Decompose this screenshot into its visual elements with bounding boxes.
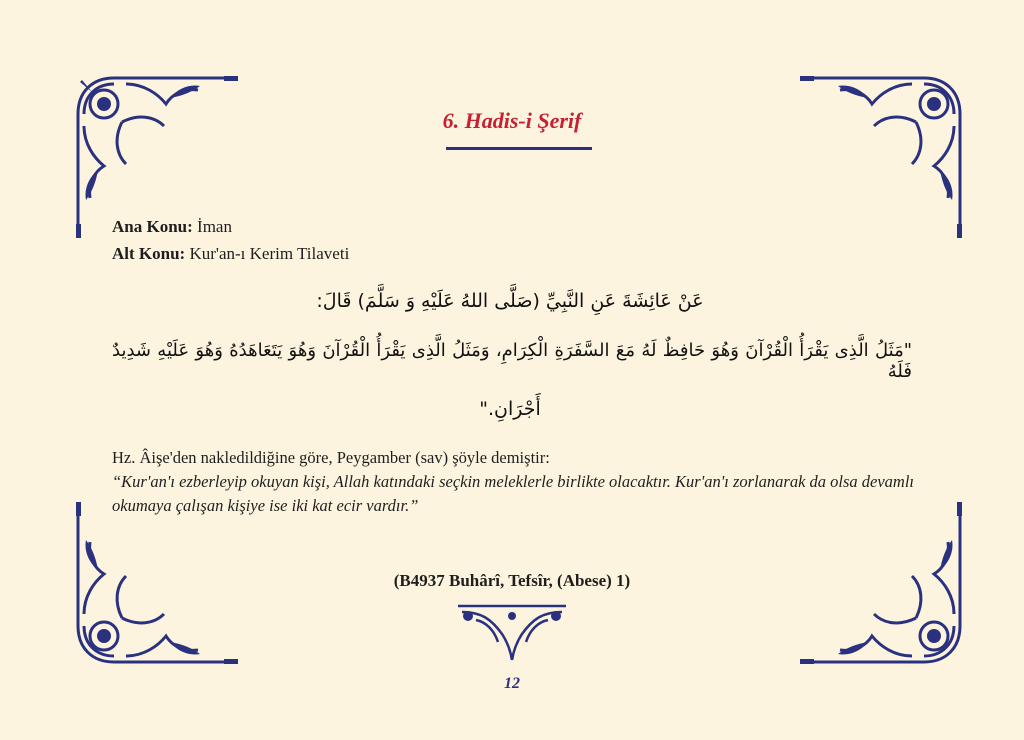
- ornament-icon: [452, 600, 572, 666]
- alt-konu: [112, 244, 349, 264]
- arabic-matn-line1: "مَثَلُ الَّذِى يَقْرَأُ الْقُرْآنَ وَهُوَ حَافِظٌ لَهُ مَعَ السَّفَرَةِ الْكِرَامِ، وَمَثَلُ الَّذِى يَقْرَأُ الْقُرْآنَ وَهُوَ يَتَعَاهَدُهُ وَهُوَ عَلَيْهِ شَدِيدٌ فَلَهُ: [112, 340, 912, 382]
- ana-konu-label: Ana Konu:: [112, 217, 193, 236]
- bottom-ornament: [452, 600, 572, 666]
- ana-konu: [112, 217, 232, 237]
- ornament-icon: [794, 74, 964, 244]
- corner-ornament-top-right: [794, 74, 964, 244]
- arabic-matn-line2: أَجْرَانِ.": [479, 398, 541, 420]
- hadith-source: (B4937 Buhârî, Tefsîr, (Abese) 1): [393, 571, 631, 590]
- ana-konu-value: İman: [192, 217, 232, 236]
- title-underline: [446, 147, 592, 150]
- page-number: 12: [504, 675, 520, 692]
- page-title: 6. Hadis-i Şerif: [442, 108, 582, 133]
- alt-konu-value: Kur'an-ı Kerim Tilaveti: [185, 244, 350, 263]
- arabic-isnad: عَنْ عَائِشَةَ عَنِ النَّبِيِّ (صَلَّى اللهُ عَلَيْهِ وَ سَلَّمَ) قَالَ:: [316, 290, 704, 312]
- alt-konu-label: Alt Konu:: [112, 244, 186, 263]
- translation-intro: Hz. Âişe'den nakledildiğine göre, Peygamber (sav) şöyle demiştir:: [112, 448, 550, 467]
- translation-quote: “Kur'an'ı ezberleyip okuyan kişi, Allah katındaki seçkin meleklerle birlikte olacaktır. Kur'an'ı zorlanarak da olsa devamlı okumaya çalışan kişiye ise iki kat ecir vardır.”: [112, 472, 915, 515]
